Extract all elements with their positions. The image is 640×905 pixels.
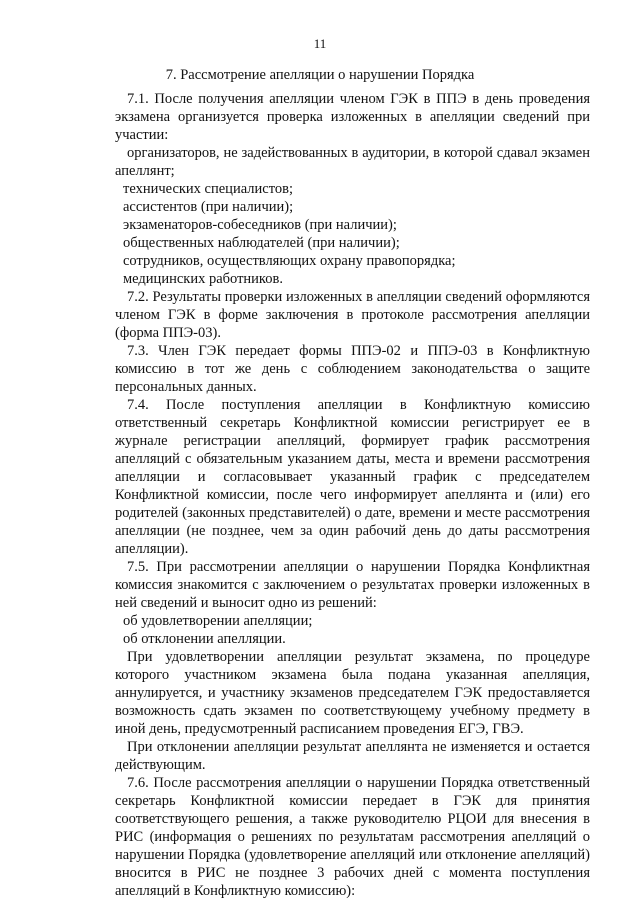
list-item: общественных наблюдателей (при наличии); xyxy=(123,235,400,251)
decision-option: об удовлетворении апелляции; xyxy=(123,613,313,629)
paragraph-7-5: 7.5. При рассмотрении апелляции о нарушении Порядка Конфликтная комиссия знакомится с заключением о результатах проверки изложенных в ней сведений и выносит одно из решений: xyxy=(115,559,590,611)
decision-option: об отклонении апелляции. xyxy=(123,631,286,647)
list-item: медицинских работников. xyxy=(123,271,283,287)
section-heading: 7. Рассмотрение апелляции о нарушении Порядка xyxy=(165,67,475,83)
list-item: экзаменаторов-собеседников (при наличии); xyxy=(123,217,397,233)
document-body xyxy=(115,90,590,900)
paragraph-organizers: организаторов, не задействованных в аудитории, в которой сдавал экзамен апеллянт; xyxy=(115,145,590,179)
paragraph-7-3: 7.3. Член ГЭК передает формы ППЭ-02 и ППЭ-03 в Конфликтную комиссию в тот же день с соблюдением законодательства о защите персональных данных. xyxy=(115,343,590,395)
list-item: технических специалистов; xyxy=(123,181,293,197)
list-item: сотрудников, осуществляющих охрану правопорядка; xyxy=(123,253,456,269)
paragraph-7-1: 7.1. После получения апелляции членом ГЭК в ППЭ в день проведения экзамена организуется проверка изложенных в апелляции сведений при участии: xyxy=(115,91,590,143)
paragraph-7-6: 7.6. После рассмотрения апелляции о нарушении Порядка ответственный секретарь Конфликтной комиссии передает в ГЭК для принятия соответствующего решения, а также руководителю РЦОИ для внесения в РИС (информация о решениях по результатам рассмотрения апелляций о нарушении Порядка (удовлетворение апелляций или отклонение апелляций) вносится в РИС не позднее 3 рабочих дней с момента поступления апелляций в Конфликтную комиссию): xyxy=(115,775,590,899)
paragraph-satisfaction: При удовлетворении апелляции результат экзамена, по процедуре которого участником экзамена была подана указанная апелляция, аннулируется, и участнику экзаменов председателем ГЭК предоставляется возможность сдать экзамен по соответствующему учебному предмету в иной день, предусмотренный расписанием проведения ЕГЭ, ГВЭ. xyxy=(115,649,590,737)
page-number: 11 xyxy=(313,36,327,51)
paragraph-7-2: 7.2. Результаты проверки изложенных в апелляции сведений оформляются членом ГЭК в форме заключения в протоколе рассмотрения апелляции (форма ППЭ-03). xyxy=(115,289,590,341)
paragraph-rejection: При отклонении апелляции результат апеллянта не изменяется и остается действующим. xyxy=(115,739,590,773)
list-item: ассистентов (при наличии); xyxy=(123,199,294,215)
paragraph-7-4: 7.4. После поступления апелляции в Конфликтную комиссию ответственный секретарь Конфликтной комиссии регистрирует ее в журнале регистрации апелляций, формирует график рассмотрения апелляций с обязательным указанием даты, места и времени рассмотрения апелляции и согласовывает указанный график с председателем Конфликтной комиссии, после чего информирует апеллянта и (или) его родителей (законных представителей) о дате, времени и месте рассмотрения апелляции (не позднее, чем за один рабочий день до даты рассмотрения апелляции). xyxy=(115,397,590,557)
